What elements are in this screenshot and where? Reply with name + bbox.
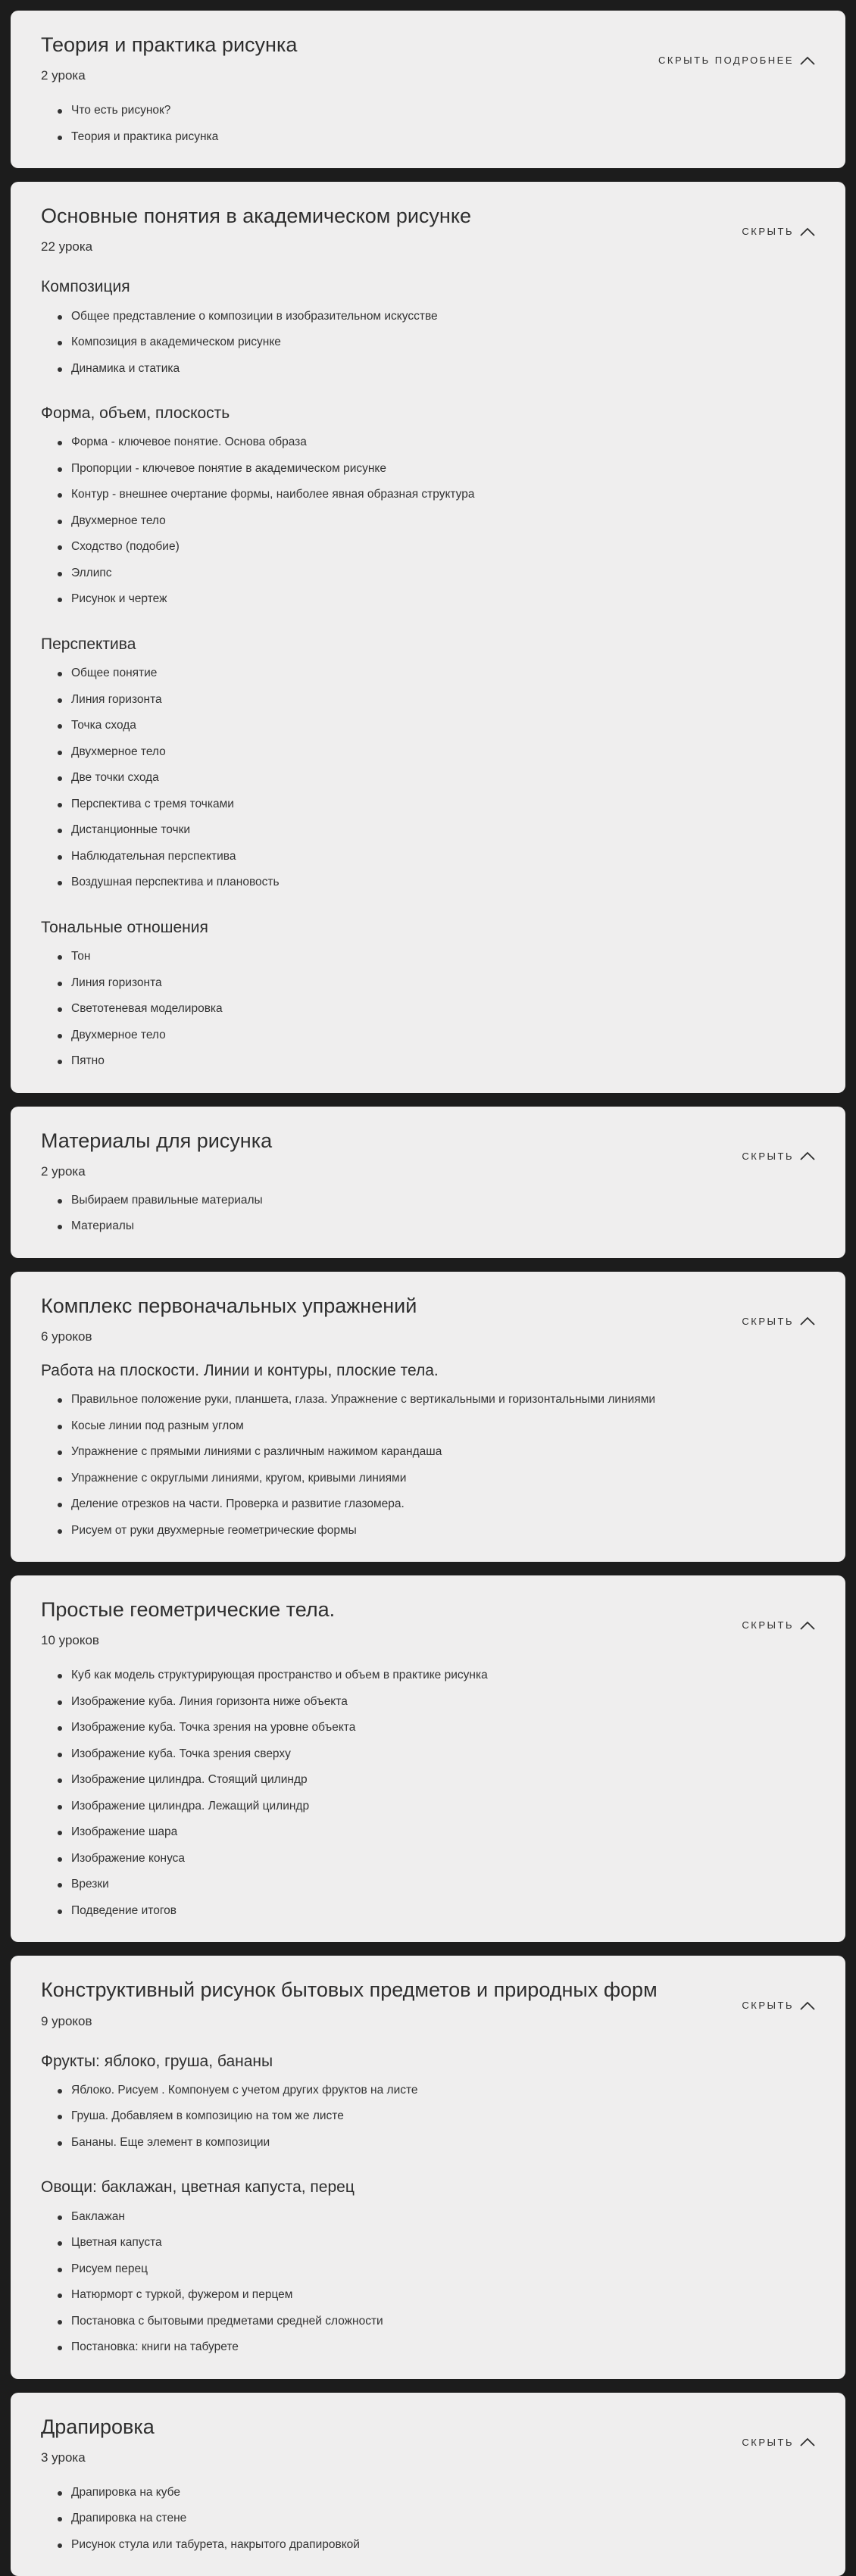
lesson-item: Рисуем от руки двухмерные геометрические формы	[41, 1518, 815, 1544]
section-title: Тональные отношения	[41, 918, 208, 936]
lesson-item: Подведение итогов	[41, 1898, 815, 1925]
lesson-item: Упражнение с округлыми линиями, кругом, кривыми линиями	[41, 1466, 815, 1492]
lesson-count: 6 уроков	[41, 1329, 92, 1344]
lesson-list	[41, 429, 815, 613]
chevron-up-icon	[800, 56, 815, 65]
module-header	[41, 32, 815, 84]
lesson-item: Правильное положение руки, планшета, глаза. Упражнение с вертикальными и горизонтальными линиями	[41, 1387, 815, 1413]
section-title: Овощи: баклажан, цветная капуста, перец	[41, 2178, 355, 2197]
lesson-item: Изображение конуса	[41, 1846, 815, 1872]
lesson-item: Две точки схода	[41, 765, 815, 792]
collapse-button[interactable]	[742, 1151, 815, 1162]
module-heading	[41, 2414, 155, 2466]
collapse-label: СКРЫТЬ	[742, 2000, 794, 2012]
lesson-item: Изображение куба. Точка зрения на уровне объекта	[41, 1715, 815, 1741]
lesson-item: Воздушная перспектива и плановость	[41, 870, 815, 896]
lesson-item: Бананы. Еще элемент в композиции	[41, 2130, 815, 2156]
module-card	[11, 2393, 845, 2576]
lesson-list	[41, 660, 815, 896]
lesson-item: Постановка с бытовыми предметами средней сложности	[41, 2309, 815, 2335]
lesson-item: Постановка: книги на табурете	[41, 2334, 815, 2361]
lesson-item: Светотеневая моделировка	[41, 996, 815, 1023]
module-title: Комплекс первоначальных упражнений	[41, 1294, 417, 1317]
module-heading	[41, 1128, 272, 1180]
lesson-item: Изображение цилиндра. Лежащий цилиндр	[41, 1794, 815, 1820]
lesson-item: Рисунок стула или табурета, накрытого драпировкой	[41, 2532, 815, 2559]
chevron-up-icon	[800, 2001, 815, 2010]
lesson-list	[41, 1387, 815, 1544]
lesson-item: Баклажан	[41, 2204, 815, 2231]
course-program	[11, 11, 845, 2576]
collapse-button[interactable]	[742, 226, 815, 237]
lesson-item: Материалы	[41, 1213, 815, 1240]
collapse-label: СКРЫТЬ	[742, 1619, 794, 1631]
lesson-item: Рисуем перец	[41, 2256, 815, 2283]
module-card	[11, 1272, 845, 1562]
module-heading	[41, 32, 297, 84]
module-header	[41, 2414, 815, 2466]
chevron-up-icon	[800, 1621, 815, 1630]
lesson-list	[41, 304, 815, 382]
lesson-item: Пропорции - ключевое понятие в академическом рисунке	[41, 456, 815, 482]
lesson-count: 9 уроков	[41, 2013, 92, 2028]
lesson-list	[41, 1663, 815, 1924]
lesson-count: 2 урока	[41, 1163, 86, 1179]
lesson-item: Двухмерное тело	[41, 739, 815, 766]
lesson-list	[41, 2480, 815, 2559]
module-title: Теория и практика рисунка	[41, 33, 298, 56]
lesson-item: Общее понятие	[41, 660, 815, 687]
lesson-item: Косые линии под разным углом	[41, 1413, 815, 1440]
lesson-list	[41, 944, 815, 1075]
lesson-item: Сходство (подобие)	[41, 534, 815, 560]
lesson-count: 3 урока	[41, 2450, 86, 2465]
collapse-button[interactable]	[658, 55, 815, 66]
lesson-item: Линия горизонта	[41, 970, 815, 997]
collapse-button[interactable]	[742, 2000, 815, 2011]
collapse-label: СКРЫТЬ	[742, 1150, 794, 1162]
module-title: Драпировка	[41, 2415, 155, 2438]
module-header	[41, 1977, 815, 2029]
lesson-item: Перспектива с тремя точками	[41, 792, 815, 818]
module-header	[41, 1128, 815, 1180]
module-card	[11, 1107, 845, 1258]
lesson-item: Цветная капуста	[41, 2230, 815, 2256]
lesson-item: Изображение цилиндра. Стоящий цилиндр	[41, 1767, 815, 1794]
module-header	[41, 1293, 815, 1345]
module-card	[11, 182, 845, 1092]
lesson-count: 2 урока	[41, 68, 86, 83]
module-title: Простые геометрические тела.	[41, 1598, 336, 1622]
lesson-item: Тон	[41, 944, 815, 970]
module-heading	[41, 1293, 417, 1345]
lesson-item: Что есть рисунок?	[41, 98, 815, 124]
lesson-item: Изображение шара	[41, 1819, 815, 1846]
chevron-up-icon	[800, 1151, 815, 1160]
section-title: Работа на плоскости. Линии и контуры, плоские тела.	[41, 1361, 439, 1379]
module-title: Материалы для рисунка	[41, 1129, 273, 1152]
lesson-list	[41, 2078, 815, 2156]
section-title: Фрукты: яблоко, груша, бананы	[41, 2052, 273, 2070]
lesson-item: Двухмерное тело	[41, 1023, 815, 1049]
collapse-label: СКРЫТЬ ПОДРОБНЕЕ	[658, 55, 794, 66]
collapse-label: СКРЫТЬ	[742, 226, 794, 238]
lesson-item: Теория и практика рисунка	[41, 124, 815, 151]
lesson-item: Рисунок и чертеж	[41, 586, 815, 613]
lesson-item: Изображение куба. Точка зрения сверху	[41, 1741, 815, 1768]
lesson-item: Врезки	[41, 1872, 815, 1898]
collapse-label: СКРЫТЬ	[742, 1315, 794, 1327]
module-heading	[41, 1597, 335, 1649]
lesson-item: Пятно	[41, 1048, 815, 1075]
lesson-item: Деление отрезков на части. Проверка и развитие глазомера.	[41, 1491, 815, 1518]
collapse-label: СКРЫТЬ	[742, 2436, 794, 2448]
collapse-button[interactable]	[742, 1619, 815, 1631]
lesson-item: Дистанционные точки	[41, 817, 815, 844]
module-heading	[41, 1977, 658, 2029]
lesson-item: Форма - ключевое понятие. Основа образа	[41, 429, 815, 456]
lesson-item: Линия горизонта	[41, 687, 815, 713]
lesson-item: Яблоко. Рисуем . Компонуем с учетом других фруктов на листе	[41, 2078, 815, 2104]
section-title: Композиция	[41, 278, 130, 296]
section-title: Перспектива	[41, 635, 136, 653]
lesson-list	[41, 1188, 815, 1240]
lesson-item: Контур - внешнее очертание формы, наиболее явная образная структура	[41, 482, 815, 508]
lesson-count: 10 уроков	[41, 1633, 99, 1648]
section-title: Форма, объем, плоскость	[41, 404, 230, 423]
lesson-item: Куб как модель структурирующая пространство и объем в практике рисунка	[41, 1663, 815, 1689]
module-header	[41, 203, 815, 255]
lesson-item: Наблюдательная перспектива	[41, 844, 815, 870]
module-card	[11, 1956, 845, 2378]
lesson-count: 22 урока	[41, 239, 93, 254]
lesson-item: Изображение куба. Линия горизонта ниже объекта	[41, 1689, 815, 1716]
module-card	[11, 11, 845, 168]
collapse-button[interactable]	[742, 1316, 815, 1327]
module-title: Конструктивный рисунок бытовых предметов и природных форм	[41, 1978, 658, 2002]
module-header	[41, 1597, 815, 1649]
lesson-item: Композиция в академическом рисунке	[41, 329, 815, 356]
lesson-item: Точка схода	[41, 713, 815, 739]
lesson-list	[41, 98, 815, 150]
module-card	[11, 1575, 845, 1942]
module-title: Основные понятия в академическом рисунке	[41, 205, 471, 228]
lesson-item: Эллипс	[41, 560, 815, 587]
chevron-up-icon	[800, 1316, 815, 1325]
chevron-up-icon	[800, 227, 815, 236]
lesson-item: Драпировка на кубе	[41, 2480, 815, 2506]
lesson-item: Двухмерное тело	[41, 508, 815, 535]
lesson-item: Динамика и статика	[41, 356, 815, 382]
chevron-up-icon	[800, 2437, 815, 2446]
lesson-item: Драпировка на стене	[41, 2506, 815, 2532]
lesson-item: Груша. Добавляем в композицию на том же листе	[41, 2103, 815, 2130]
lesson-item: Упражнение с прямыми линиями с различным нажимом карандаша	[41, 1439, 815, 1466]
lesson-item: Натюрморт с туркой, фужером и перцем	[41, 2282, 815, 2309]
lesson-item: Общее представление о композиции в изобразительном искусстве	[41, 304, 815, 330]
collapse-button[interactable]	[742, 2437, 815, 2448]
lesson-list	[41, 2204, 815, 2361]
module-heading	[41, 203, 471, 255]
lesson-item: Выбираем правильные материалы	[41, 1188, 815, 1214]
